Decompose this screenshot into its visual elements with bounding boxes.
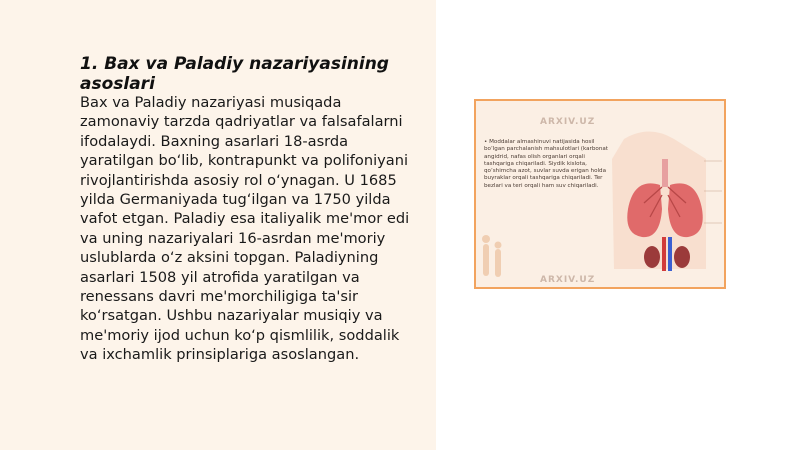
slide-body-text: Bax va Paladiy nazariyasi musiqada zamonaviy tarzda qadriyatlar va falsafalarni ifodalaydi. Baxning asarlari 18-asrda yaratilgan bo‘lib, kontrapunkt va polifoniyani rivojlantirishda asosiy rol o‘ynagan. U 1685 yilda Germaniyada tug‘ilgan va 1750 yilda vafot etgan. Paladiy esa italiyalik me'mor edi va uning nazariyalari 16-asrdan me'moriy uslublarda o‘z aksini topgan. Paladiyning asarlari 1508 yil atrofida yaratilgan va renessans davri me'morchiligiga ta'sir ko‘rsatgan. Ushbu nazariyalar musiqiy va me'moriy ijod uchun ko‘p qismlilik, soddalik va ixchamlik prinsiplariga asoslangan. <box>80 94 410 364</box>
excretory-system-illustration <box>474 99 726 289</box>
illustration-caption: • Moddalar almashinuvi natijasida hosil bo‘lgan parchalanish mahsulotlari (karbonat angidrid, nafas olish organlari orqali tashqariga chiqariladi. Siydik kislota, qo‘shimcha azot, suvlar suvda erigan holda buyraklar orqali tashqariga chiqariladi. Ter bezlari va teri orqali ham suv chiqariladi. <box>484 139 608 189</box>
watermark-bottom: ARXIV.UZ <box>540 275 596 285</box>
watermark-top: ARXIV.UZ <box>540 117 596 127</box>
slide-title: 1. Bax va Paladiy nazariyasining asoslari <box>80 54 389 94</box>
illustration-graphic <box>474 99 726 289</box>
